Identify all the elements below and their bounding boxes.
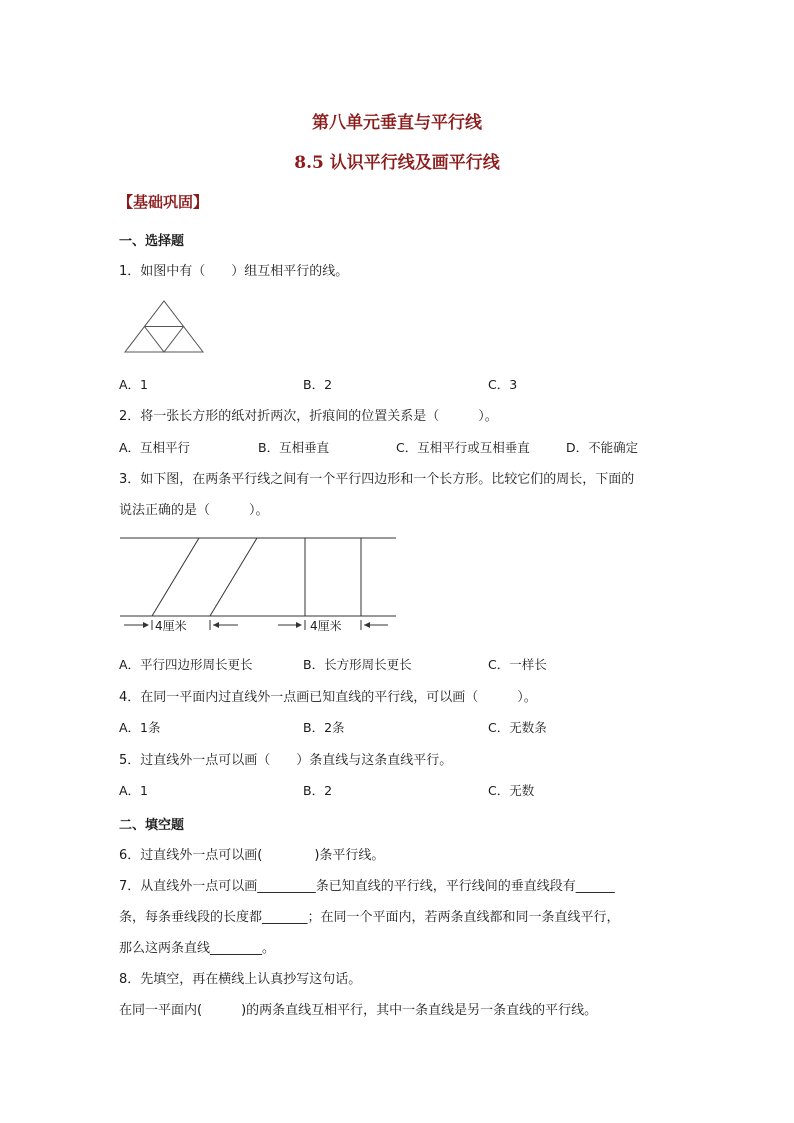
question-6: 6．过直线外一点可以画( )条平行线。 (119, 848, 385, 863)
q5-option-b[interactable]: B．2 (303, 783, 333, 798)
heading-fill-in: 二、填空题 (119, 818, 185, 833)
q1-option-c[interactable]: C．3 (488, 377, 518, 392)
q4-option-c[interactable]: C．无数条 (488, 720, 547, 735)
question-4: 4．在同一平面内过直线外一点画已知直线的平行线，可以画（ ）。 (119, 690, 537, 705)
q3-option-c[interactable]: C．一样长 (488, 657, 547, 672)
figure-label-right: 4厘米 (310, 619, 342, 633)
question-8-line-1: 8．先填空，再在横线上认真抄写这句话。 (119, 972, 362, 987)
question-2: 2．将一张长方形的纸对折两次，折痕间的位置关系是（ ）。 (119, 409, 498, 424)
q2-option-a[interactable]: A．互相平行 (119, 440, 191, 455)
question-3-line-1: 3．如下图，在两条平行线之间有一个平行四边形和一个长方形。比较它们的周长，下面的 (119, 472, 635, 487)
page-title: 第八单元垂直与平行线 (312, 113, 482, 133)
q3-option-a[interactable]: A．平行四边形周长更长 (119, 657, 253, 672)
heading-choice: 一、选择题 (119, 234, 185, 249)
question-7-line-2: 条，每条垂线段的长度都_______；在同一个平面内，若两条直线都和同一条直线平行， (119, 910, 620, 925)
page-subtitle: 8.5 认识平行线及画平行线 (294, 153, 500, 173)
section-label: 【基础巩固】 (118, 193, 209, 211)
q1-option-a[interactable]: A．1 (119, 377, 149, 392)
question-5: 5．过直线外一点可以画（ ）条直线与这条直线平行。 (119, 753, 453, 768)
q2-option-b[interactable]: B．互相垂直 (258, 440, 330, 455)
q5-option-a[interactable]: A．1 (119, 783, 149, 798)
q2-option-c[interactable]: C．互相平行或互相垂直 (396, 440, 530, 455)
q2-option-d[interactable]: D．不能确定 (566, 440, 639, 455)
q4-option-a[interactable]: A．1条 (119, 720, 161, 735)
question-8-line-2: 在同一平面内( )的两条直线互相平行，其中一条直线是另一条直线的平行线。 (119, 1003, 598, 1018)
figure-label-left: 4厘米 (155, 619, 187, 633)
triangle-figure (122, 298, 206, 356)
q5-option-c[interactable]: C．无数 (488, 783, 535, 798)
question-3-line-2: 说法正确的是（ ）。 (119, 503, 269, 518)
question-1: 1．如图中有（ ）组互相平行的线。 (119, 264, 349, 279)
question-7-line-3: 那么这两条直线________。 (119, 941, 276, 956)
q1-option-b[interactable]: B．2 (303, 377, 333, 392)
question-7-line-1: 7．从直线外一点可以画_________条已知直线的平行线，平行线间的垂直线段有______ (119, 879, 615, 894)
q3-option-b[interactable]: B．长方形周长更长 (303, 657, 412, 672)
q4-option-b[interactable]: B．2条 (303, 720, 345, 735)
